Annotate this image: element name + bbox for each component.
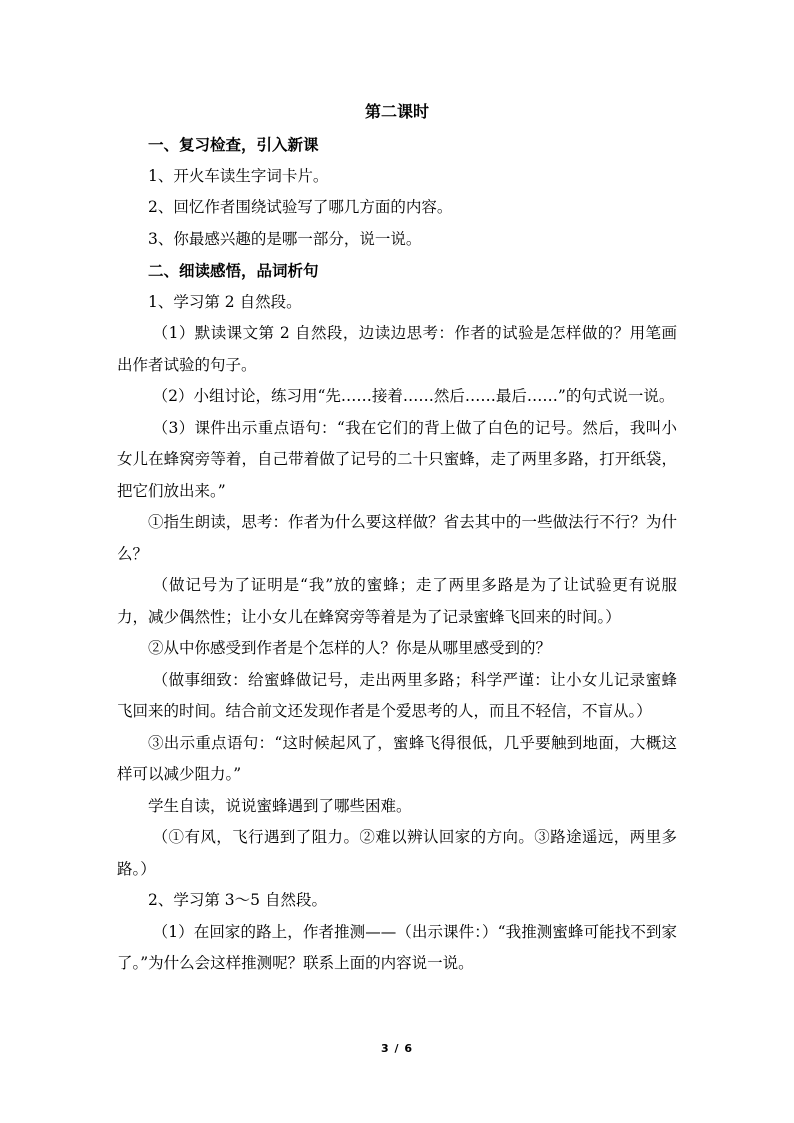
- section-heading-reading: 二、细读感悟，品词析句: [148, 261, 319, 280]
- section-heading-review: 一、复习检查，引入新课: [148, 135, 319, 154]
- paragraph: ③出示重点语句：“这时候起风了，蜜蜂飞得很低，几乎要触到地面，大概这样可以减少阻力。”: [117, 733, 677, 783]
- paragraph: （1）在回家的路上，作者推测——（出示课件：）“我推测蜜蜂可能找不到家了。”为什么会这样推测呢？联系上面的内容说一说。: [117, 922, 677, 972]
- paragraph: 1、开火车读生字词卡片。: [148, 166, 329, 185]
- paragraph: 2、学习第 3～5 自然段。: [148, 891, 327, 909]
- paragraph: ①指生朗读，思考：作者为什么要这样做？省去其中的一些做法行不行？为什么？: [117, 513, 677, 563]
- paragraph: 学生自读，说说蜜蜂遇到了哪些困难。: [148, 796, 412, 815]
- paragraph: （2）小组讨论，练习用“先……接着……然后……最后……”的句式说一说。: [152, 387, 675, 405]
- page-title: 第二课时: [364, 102, 429, 121]
- paragraph: ②从中你感受到作者是个怎样的人？你是从哪里感受到的？: [148, 639, 552, 657]
- paragraph: （做记号为了证明是“我”放的蜜蜂；走了两里多路是为了让试验更有说服力，减少偶然性；让小女儿在蜂窝旁等着是为了记录蜜蜂飞回来的时间。）: [117, 576, 677, 626]
- paragraph: 2、回忆作者围绕试验写了哪几方面的内容。: [148, 198, 453, 216]
- document-body: [117, 129, 677, 980]
- paragraph: （做事细致：给蜜蜂做记号，走出两里多路；科学严谨：让小女儿记录蜜蜂飞回来的时间。结合前文还发现作者是个爱思考的人，而且不轻信，不盲从。）: [117, 670, 677, 720]
- paragraph: 1、学习第 2 自然段。: [148, 292, 302, 311]
- paragraph: （3）课件出示重点语句：“我在它们的背上做了白色的记号。然后，我叫小女儿在蜂窝旁等着，自己带着做了记号的二十只蜜蜂，走了两里多路，打开纸袋，把它们放出来。”: [117, 418, 677, 500]
- paragraph: （1）默读课文第 2 自然段，边读边思考：作者的试验是怎样做的？用笔画出作者试验的句子。: [117, 324, 677, 374]
- page-number: 3 / 6: [381, 1042, 413, 1055]
- paragraph: 3、你最感兴趣的是哪一部分，说一说。: [148, 229, 422, 248]
- paragraph: （①有风，飞行遇到了阻力。②难以辨认回家的方向。③路途遥远，两里多路。）: [117, 828, 677, 878]
